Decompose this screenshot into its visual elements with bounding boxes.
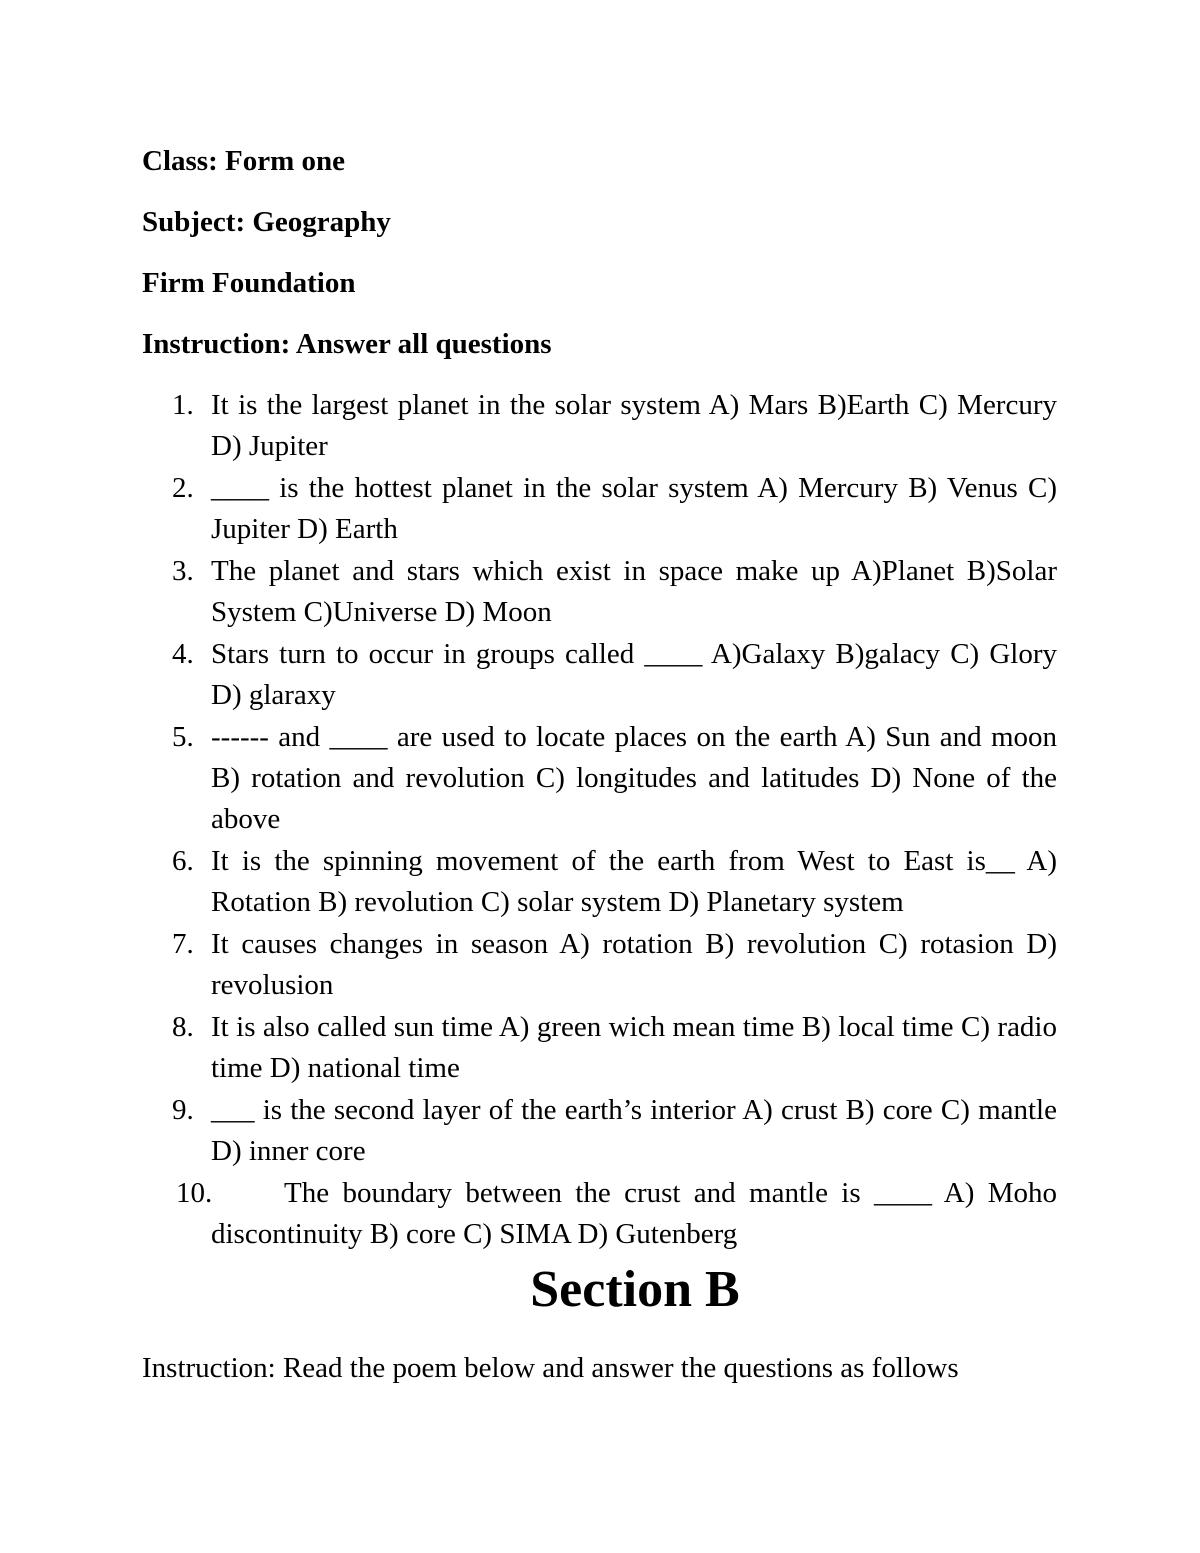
list-item — [0, 841, 1200, 924]
list-item — [0, 1007, 1200, 1090]
subject-line: Subject: Geography — [142, 206, 391, 238]
question-number: 5. — [172, 721, 194, 753]
list-item — [0, 551, 1200, 634]
school-line: Firm Foundation — [142, 267, 356, 299]
question-number: 3. — [172, 555, 194, 587]
question-text: ____ is the hottest planet in the solar system A) Mercury B) Venus C) Jupiter D) Earth — [211, 472, 1057, 545]
question-text: It causes changes in season A) rotation B) revolution C) rotasion D) revolusion — [211, 928, 1057, 1001]
question-text: ___ is the second layer of the earth’s interior A) crust B) core C) mantle D) inner core — [211, 1094, 1057, 1167]
section-b-instruction: Instruction: Read the poem below and answer the questions as follows — [142, 1352, 959, 1384]
list-item — [0, 924, 1200, 1007]
question-text: ------ and ____ are used to locate places on the earth A) Sun and moon B) rotation and revolution C) longitudes and latitudes D) None of the above — [211, 721, 1057, 835]
question-list — [0, 385, 1200, 1256]
question-text: It is also called sun time A) green wich mean time B) local time C) radio time D) national time — [211, 1011, 1057, 1084]
question-text: The planet and stars which exist in space make up A)Planet B)Solar System C)Universe D) Moon — [211, 555, 1057, 628]
question-number: 6. — [172, 845, 194, 877]
question-text: It is the spinning movement of the earth from West to East is__ A) Rotation B) revolution C) solar system D) Planetary system — [211, 845, 1057, 918]
list-item — [0, 1173, 1200, 1256]
list-item — [0, 1090, 1200, 1173]
class-line: Class: Form one — [142, 145, 345, 177]
question-number: 8. — [172, 1011, 194, 1043]
list-item — [0, 634, 1200, 717]
section-b-title: Section B — [530, 1261, 740, 1318]
question-text: Stars turn to occur in groups called ____ A)Galaxy B)galacy C) Glory D) glaraxy — [211, 638, 1057, 711]
question-text: The boundary between the crust and mantle is ____ A) Moho discontinuity B) core C) SIMA D) Gutenberg — [211, 1177, 1057, 1250]
question-number: 10. — [176, 1177, 213, 1209]
question-number: 7. — [172, 928, 194, 960]
question-number: 9. — [172, 1094, 194, 1126]
instruction-line: Instruction: Answer all questions — [142, 328, 552, 360]
question-text: It is the largest planet in the solar system A) Mars B)Earth C) Mercury D) Jupiter — [211, 389, 1057, 462]
question-number: 2. — [172, 472, 194, 504]
question-number: 4. — [172, 638, 194, 670]
list-item — [0, 468, 1200, 551]
question-number: 1. — [172, 389, 194, 421]
list-item — [0, 717, 1200, 841]
list-item — [0, 385, 1200, 468]
